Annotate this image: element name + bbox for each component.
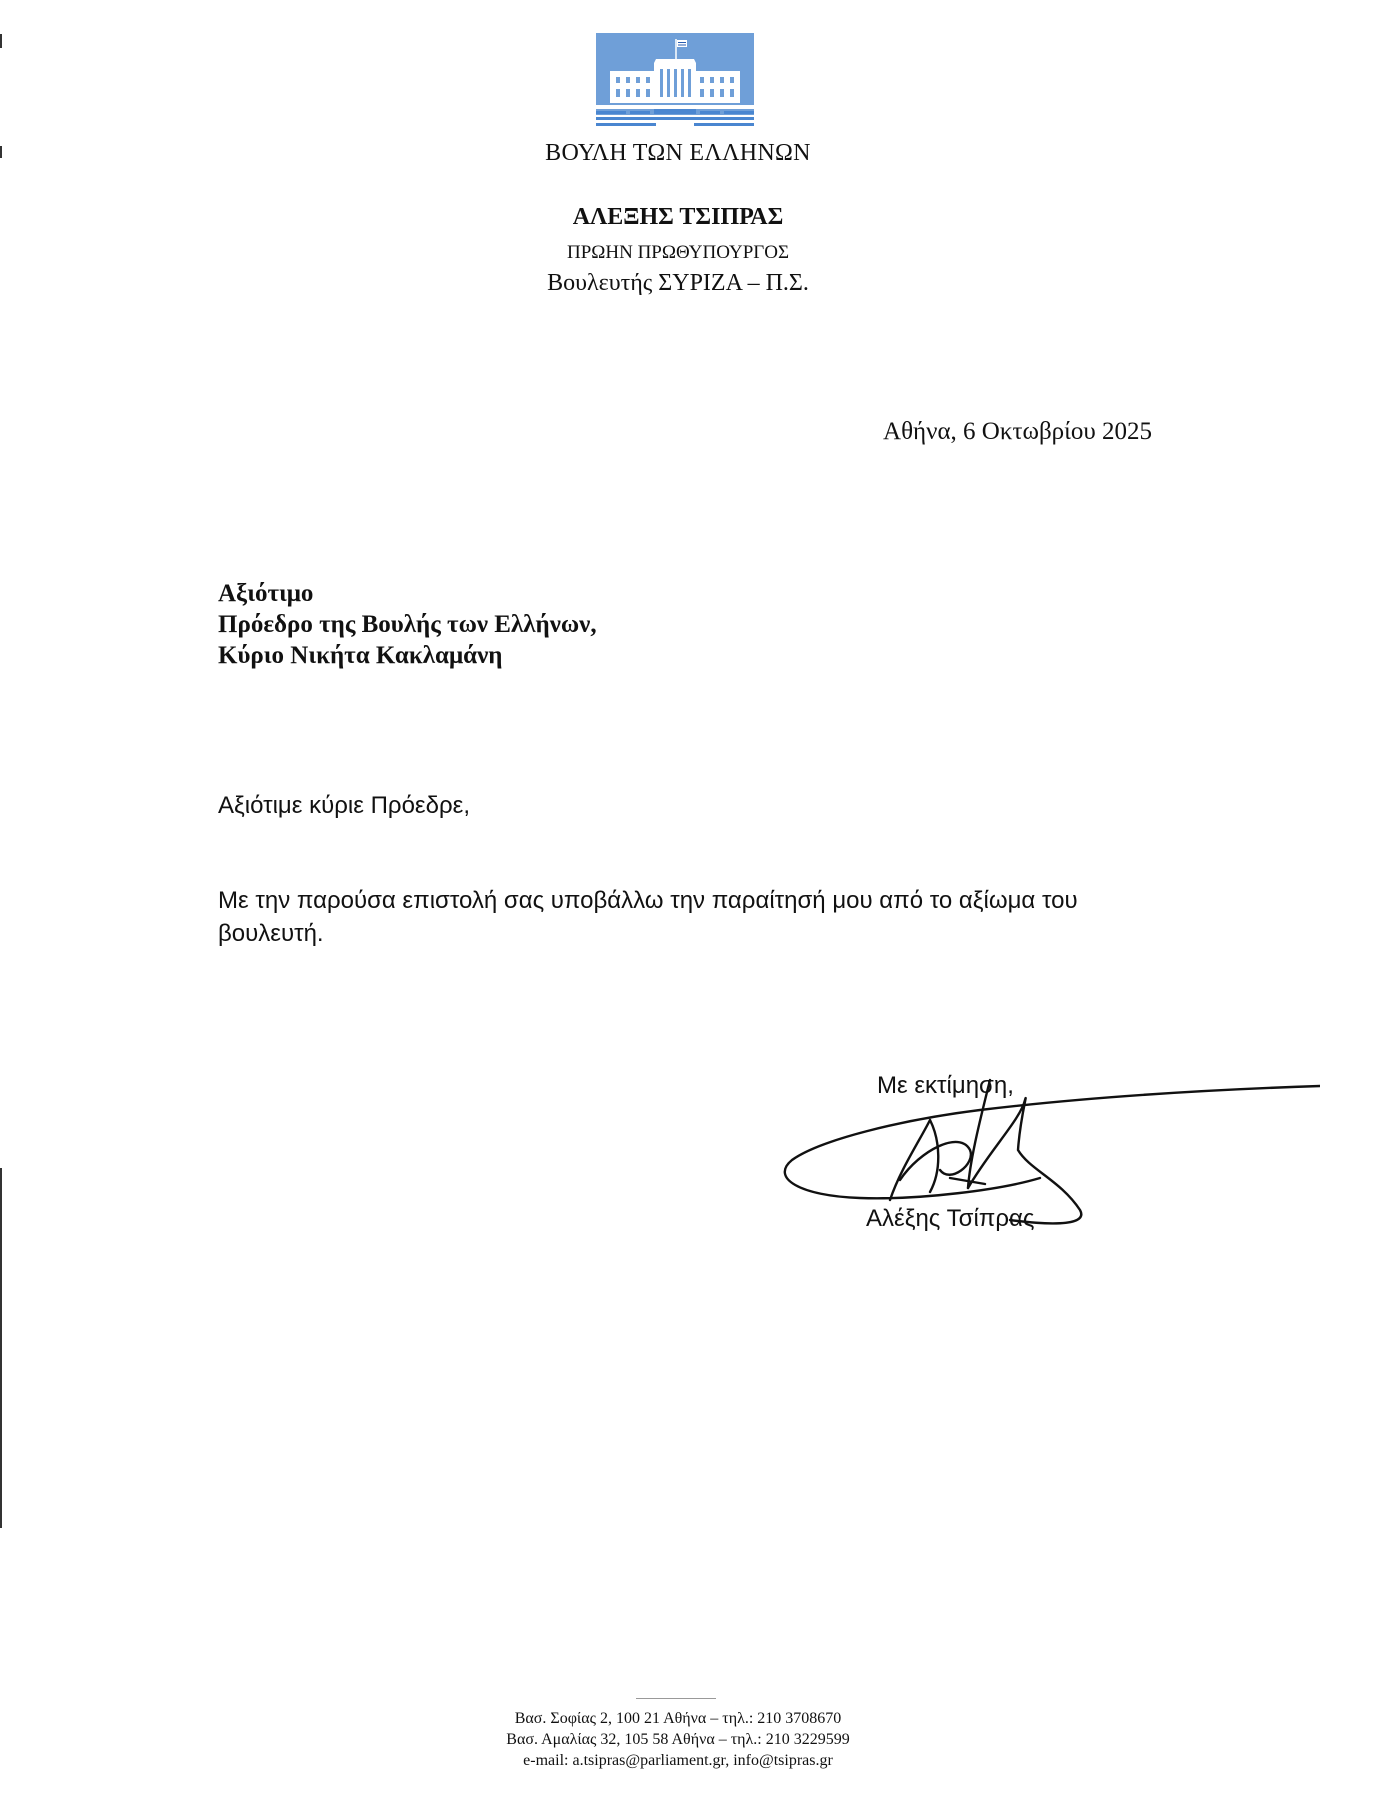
footer-divider	[636, 1698, 716, 1699]
closing-phrase: Με εκτίμηση,	[877, 1072, 1014, 1099]
footer-email: e-mail: a.tsipras@parliament.gr, info@tsipras.gr	[523, 1752, 833, 1769]
recipient-line: Κύριο Νικήτα Κακλαμάνη	[218, 642, 503, 669]
organization-name: ΒΟΥΛΗ ΤΩΝ ΕΛΛΗΝΩΝ	[545, 140, 811, 166]
sender-name: ΑΛΕΞΗΣ ΤΣΙΠΡΑΣ	[572, 204, 784, 230]
footer-address-1: Βασ. Σοφίας 2, 100 21 Αθήνα – τηλ.: 210 3708670	[514, 1710, 842, 1727]
letter-date: Αθήνα, 6 Οκτωβρίου 2025	[883, 418, 1152, 445]
salutation: Αξιότιμε κύριε Πρόεδρε,	[218, 792, 470, 819]
signature-image	[780, 1060, 1320, 1240]
scan-edge-mark	[0, 1168, 2, 1528]
scan-edge-mark	[0, 34, 2, 48]
signed-name: Αλέξης Τσίπρας	[866, 1205, 1035, 1232]
footer-address-2: Βασ. Αμαλίας 32, 105 58 Αθήνα – τηλ.: 210 3229599	[506, 1731, 850, 1748]
footer-contact	[0, 1708, 1356, 1771]
recipient-block	[218, 578, 597, 671]
sender-party: Βουλευτής ΣΥΡΙΖΑ – Π.Σ.	[547, 270, 809, 296]
recipient-line: Αξιότιμο	[218, 580, 314, 607]
recipient-line: Πρόεδρο της Βουλής των Ελλήνων,	[218, 611, 597, 638]
letter-body: Με την παρούσα επιστολή σας υποβάλλω την παραίτησή μου από το αξίωμα του βουλευτή.	[218, 887, 1078, 947]
sender-title: ΠΡΩΗΝ ΠΡΩΘΥΠΟΥΡΓΟΣ	[566, 242, 790, 263]
parliament-building-logo	[596, 33, 754, 133]
